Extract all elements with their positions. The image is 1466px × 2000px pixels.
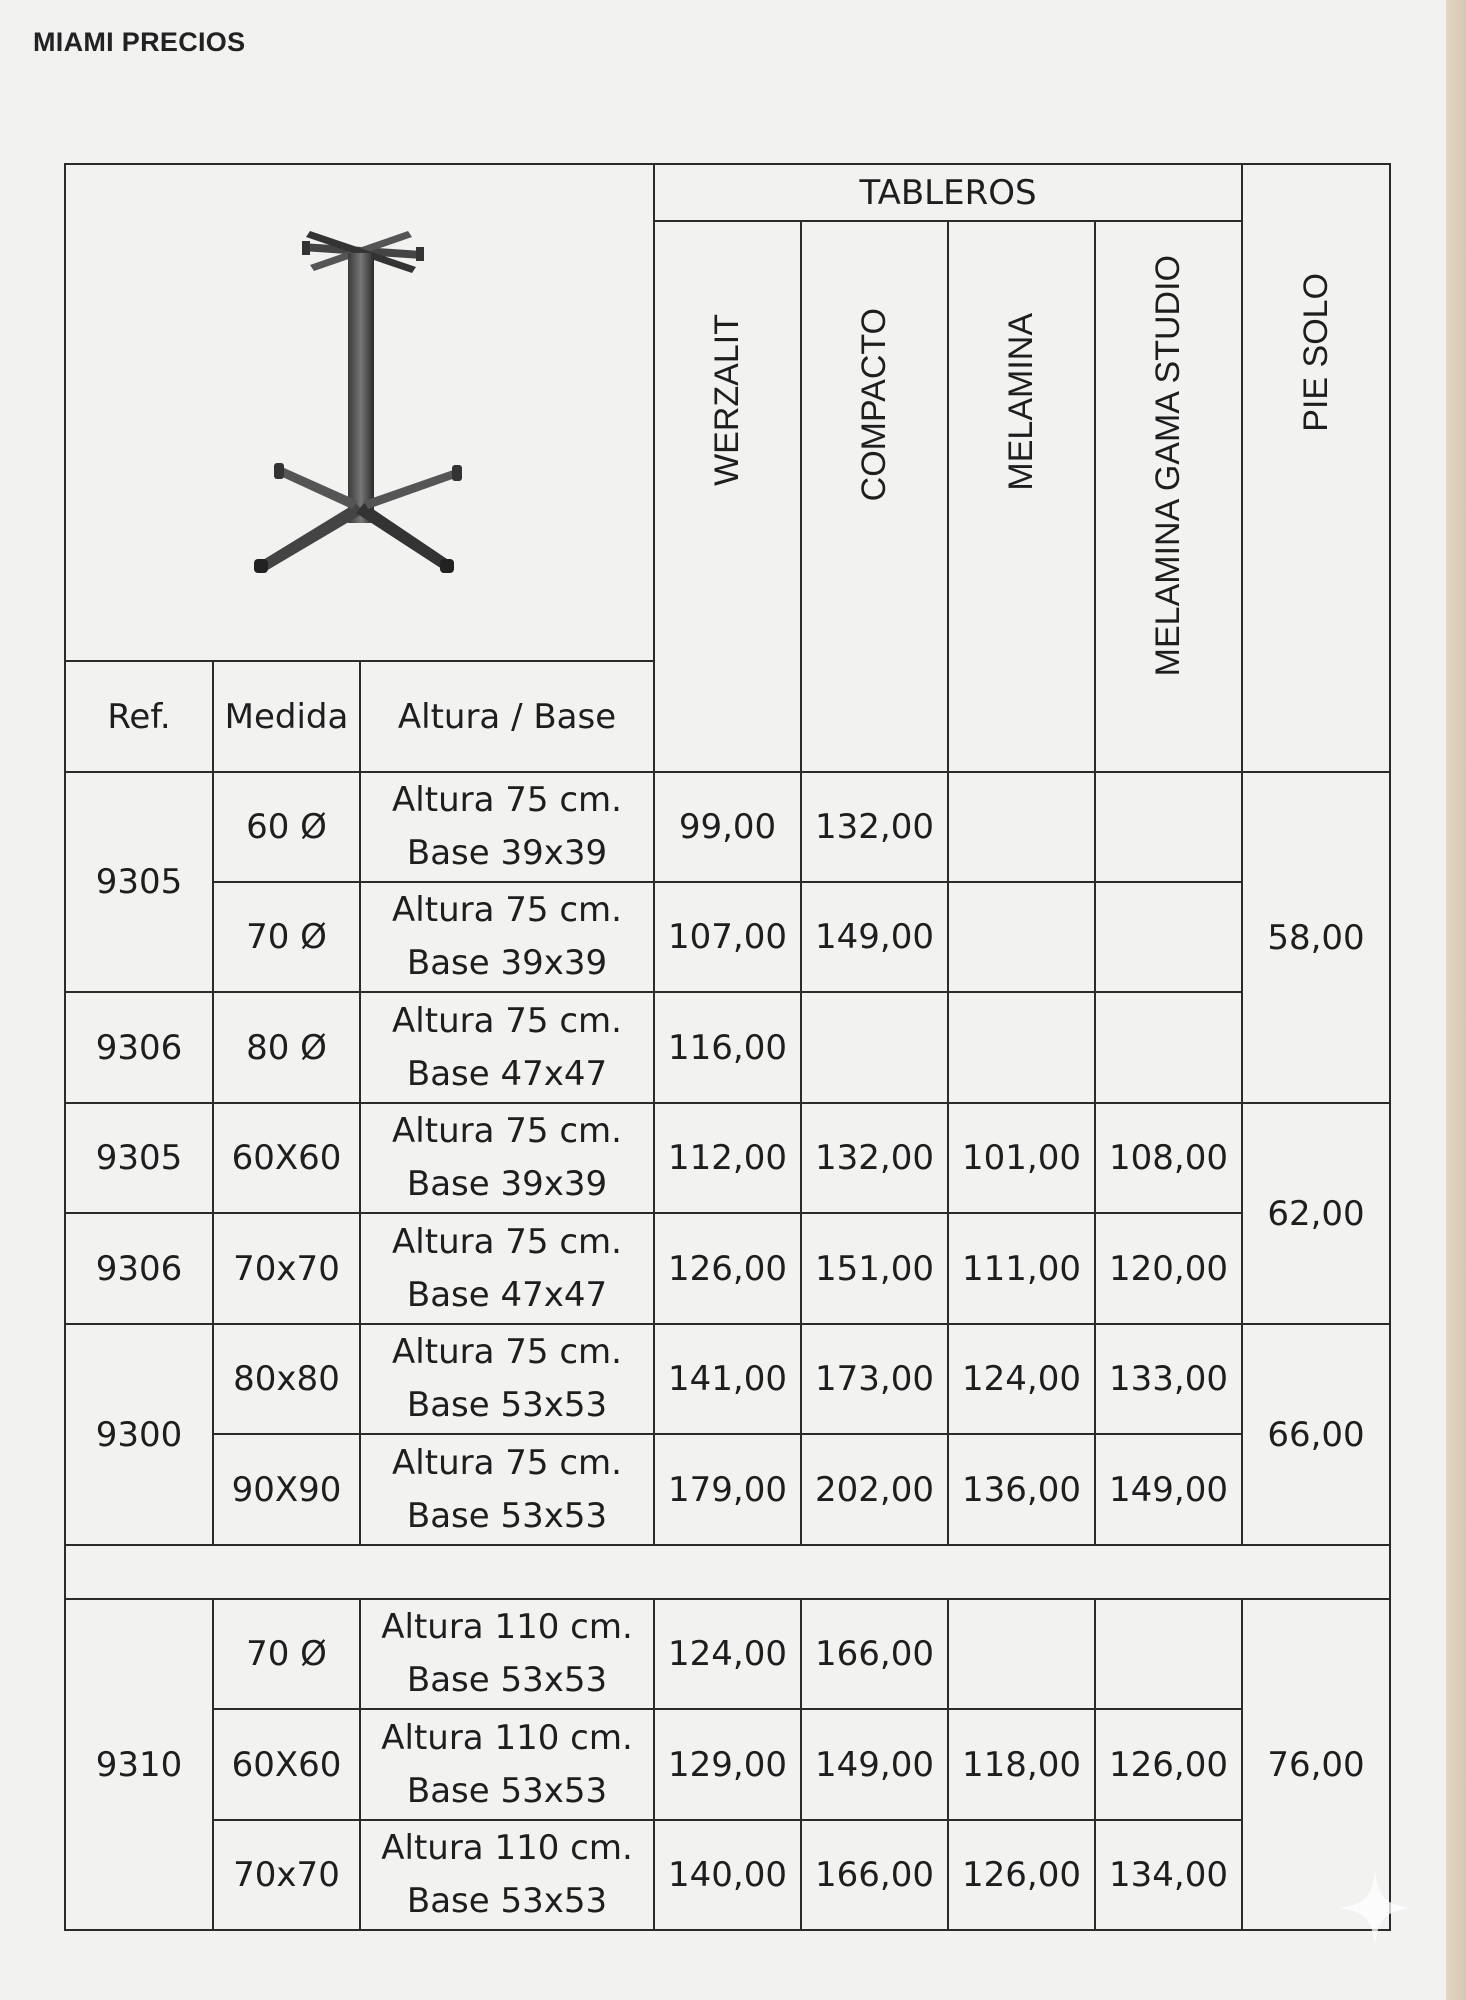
altura-base-header: Altura / Base xyxy=(360,661,654,772)
medida-cell: 70x70 xyxy=(213,1820,360,1930)
ref-cell: 9305 xyxy=(65,772,213,992)
studio-price xyxy=(1095,772,1242,882)
compacto-price: 149,00 xyxy=(801,1709,948,1820)
table-row xyxy=(65,1103,1390,1213)
altura-base-cell xyxy=(360,1213,654,1324)
medida-header: Medida xyxy=(213,661,360,772)
altura-text: Altura 110 cm. xyxy=(381,1717,633,1758)
compacto-price: 132,00 xyxy=(801,1103,948,1213)
melamina-price: 126,00 xyxy=(948,1820,1095,1930)
altura-text: Altura 110 cm. xyxy=(381,1607,633,1647)
werzalit-price: 116,00 xyxy=(654,992,801,1103)
separator-row xyxy=(65,1545,1390,1599)
compacto-price: 151,00 xyxy=(801,1213,948,1324)
ref-cell: 9305 xyxy=(65,1103,213,1213)
page-title: MIAMI PRECIOS xyxy=(33,27,246,57)
base-text: Base 53x53 xyxy=(406,1660,608,1700)
base-text: Base 47x47 xyxy=(406,1274,608,1315)
base-text: Base 39x39 xyxy=(406,833,608,873)
altura-base-cell xyxy=(360,1820,654,1930)
altura-base-cell xyxy=(360,882,654,992)
altura-text: Altura 75 cm. xyxy=(392,890,622,930)
base-text: Base 53x53 xyxy=(406,1770,608,1811)
base-text: Base 39x39 xyxy=(406,1164,608,1204)
medida-cell: 60 Ø xyxy=(213,772,360,882)
table-row xyxy=(65,1599,1390,1709)
base-text: Base 47x47 xyxy=(406,1053,608,1094)
studio-price: 149,00 xyxy=(1095,1434,1242,1545)
table-row xyxy=(65,1820,1390,1930)
sheet-edge xyxy=(1446,0,1466,2000)
compacto-label: COMPACTO xyxy=(855,307,893,502)
medida-cell: 60X60 xyxy=(213,1709,360,1820)
studio-price xyxy=(1095,1599,1242,1709)
medida-cell: 80 Ø xyxy=(213,992,360,1103)
separator-cell xyxy=(65,1545,1390,1599)
ref-cell: 9310 xyxy=(65,1599,213,1930)
price-table xyxy=(64,163,1391,1931)
altura-base-cell xyxy=(360,1103,654,1213)
ref-cell: 9300 xyxy=(65,1324,213,1545)
compacto-header xyxy=(801,221,948,772)
table-row xyxy=(65,1213,1390,1324)
melamina-price: 118,00 xyxy=(948,1709,1095,1820)
pie-solo-header xyxy=(1242,164,1390,772)
melamina-price: 101,00 xyxy=(948,1103,1095,1213)
altura-text: Altura 75 cm. xyxy=(392,1000,622,1041)
studio-price: 108,00 xyxy=(1095,1103,1242,1213)
table-row xyxy=(65,882,1390,992)
studio-price: 126,00 xyxy=(1095,1709,1242,1820)
altura-base-cell xyxy=(360,1324,654,1434)
compacto-price: 166,00 xyxy=(801,1599,948,1709)
melamina-price: 111,00 xyxy=(948,1213,1095,1324)
studio-price: 134,00 xyxy=(1095,1820,1242,1930)
melamina-header xyxy=(948,221,1095,772)
werzalit-header xyxy=(654,221,801,772)
pie-solo-price: 66,00 xyxy=(1242,1324,1390,1545)
product-image-cell xyxy=(65,164,654,661)
pie-solo-price: 58,00 xyxy=(1242,772,1390,1103)
altura-text: Altura 75 cm. xyxy=(392,1221,622,1262)
medida-cell: 70 Ø xyxy=(213,1599,360,1709)
altura-base-cell xyxy=(360,992,654,1103)
table-row xyxy=(65,1324,1390,1434)
base-text: Base 39x39 xyxy=(406,943,608,983)
studio-price: 120,00 xyxy=(1095,1213,1242,1324)
medida-cell: 70x70 xyxy=(213,1213,360,1324)
altura-text: Altura 75 cm. xyxy=(392,1111,622,1151)
base-text: Base 53x53 xyxy=(406,1495,608,1536)
melamina-price xyxy=(948,992,1095,1103)
table-row xyxy=(65,1709,1390,1820)
werzalit-price: 129,00 xyxy=(654,1709,801,1820)
compacto-price: 202,00 xyxy=(801,1434,948,1545)
melamina-price: 124,00 xyxy=(948,1324,1095,1434)
medida-cell: 80x80 xyxy=(213,1324,360,1434)
table-row xyxy=(65,772,1390,882)
altura-base-cell xyxy=(360,1434,654,1545)
compacto-price: 149,00 xyxy=(801,882,948,992)
base-text: Base 53x53 xyxy=(406,1881,608,1921)
altura-text: Altura 110 cm. xyxy=(381,1828,633,1868)
sparkle-icon xyxy=(1335,1868,1415,1948)
compacto-price xyxy=(801,992,948,1103)
table-row xyxy=(65,992,1390,1103)
table-row xyxy=(65,1434,1390,1545)
melamina-price: 136,00 xyxy=(948,1434,1095,1545)
werzalit-price: 112,00 xyxy=(654,1103,801,1213)
tableros-header: TABLEROS xyxy=(654,164,1242,221)
studio-price xyxy=(1095,992,1242,1103)
compacto-price: 166,00 xyxy=(801,1820,948,1930)
altura-text: Altura 75 cm. xyxy=(392,1332,622,1372)
table-base-icon xyxy=(240,223,480,593)
studio-price: 133,00 xyxy=(1095,1324,1242,1434)
werzalit-price: 124,00 xyxy=(654,1599,801,1709)
melamina-price xyxy=(948,772,1095,882)
pie-solo-label: PIE SOLO xyxy=(1296,273,1335,432)
altura-text: Altura 75 cm. xyxy=(392,780,622,820)
altura-base-cell xyxy=(360,772,654,882)
altura-base-cell xyxy=(360,1709,654,1820)
werzalit-price: 107,00 xyxy=(654,882,801,992)
werzalit-price: 99,00 xyxy=(654,772,801,882)
altura-base-cell xyxy=(360,1599,654,1709)
studio-price xyxy=(1095,882,1242,992)
compacto-price: 173,00 xyxy=(801,1324,948,1434)
medida-cell: 70 Ø xyxy=(213,882,360,992)
melamina-price xyxy=(948,1599,1095,1709)
melamina-studio-header xyxy=(1095,221,1242,772)
pie-solo-price: 62,00 xyxy=(1242,1103,1390,1324)
medida-cell: 60X60 xyxy=(213,1103,360,1213)
medida-cell: 90X90 xyxy=(213,1434,360,1545)
base-text: Base 53x53 xyxy=(406,1385,608,1425)
altura-text: Altura 75 cm. xyxy=(392,1442,622,1483)
werzalit-label: WERZALIT xyxy=(708,313,746,486)
werzalit-price: 179,00 xyxy=(654,1434,801,1545)
werzalit-price: 140,00 xyxy=(654,1820,801,1930)
werzalit-price: 141,00 xyxy=(654,1324,801,1434)
compacto-price: 132,00 xyxy=(801,772,948,882)
ref-header: Ref. xyxy=(65,661,213,772)
ref-cell: 9306 xyxy=(65,1213,213,1324)
melamina-label: MELAMINA xyxy=(1002,313,1040,491)
ref-cell: 9306 xyxy=(65,992,213,1103)
werzalit-price: 126,00 xyxy=(654,1213,801,1324)
melamina-price xyxy=(948,882,1095,992)
melamina-studio-label: MELAMINA GAMA STUDIO xyxy=(1149,255,1187,677)
pie-solo-price: 76,00 xyxy=(1242,1599,1390,1930)
